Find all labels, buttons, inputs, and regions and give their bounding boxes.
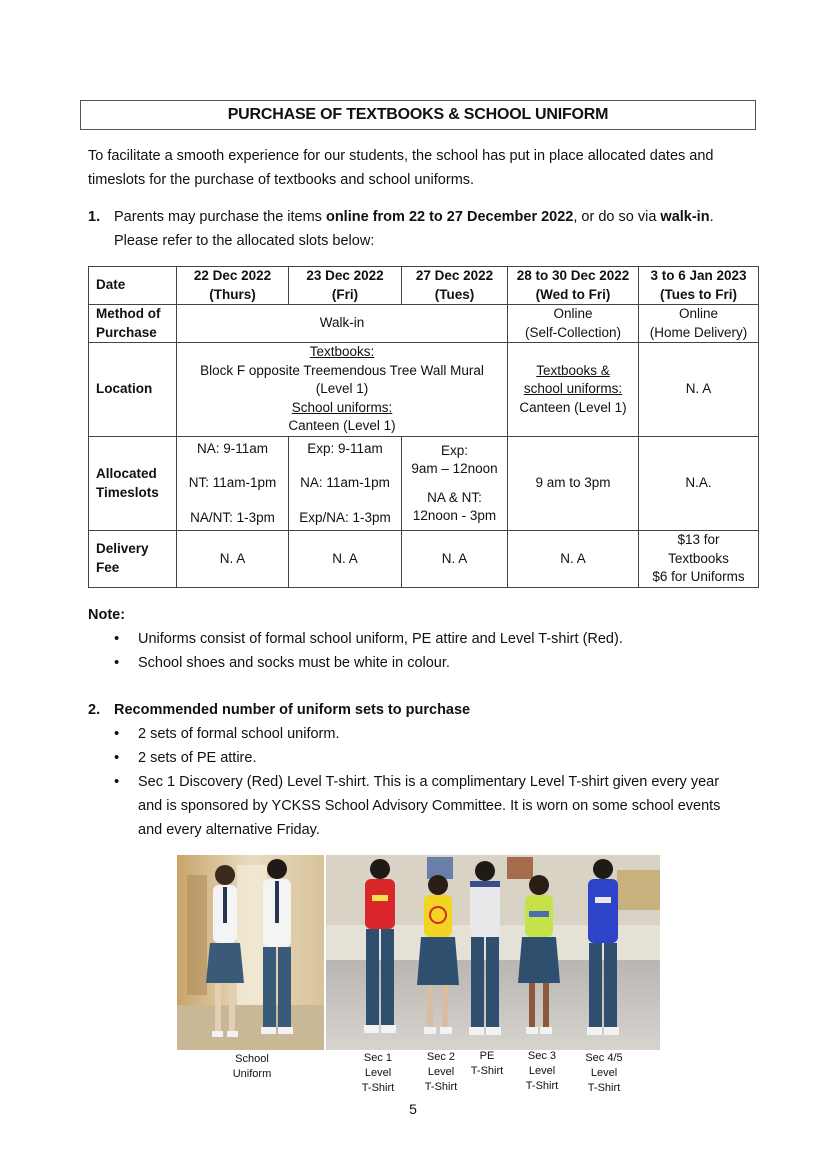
caption-school-uniform-line1: School <box>235 1053 269 1065</box>
location-uniforms-line1: Canteen (Level 1) <box>288 418 396 434</box>
caption-sec2-line2: Level <box>427 1066 455 1078</box>
location-self-collection <box>508 343 639 437</box>
timeslot-23-2: NA: 11am-1pm <box>300 475 390 491</box>
caption-sec1-line2: Level <box>364 1067 392 1079</box>
timeslots-27-dec <box>402 437 508 531</box>
delivery-3-6-jan <box>639 531 759 588</box>
delivery-23-dec: N. A <box>289 531 402 588</box>
caption-sec3-line1: Sec 3 <box>527 1050 557 1062</box>
item-2-title: Recommended number of uniform sets to purchase <box>114 702 471 718</box>
timeslots-3-6-jan: N.A. <box>639 437 759 531</box>
caption-sec45-line1: Sec 4/5 <box>585 1052 623 1064</box>
caption-sec2-line1: Sec 2 <box>426 1051 456 1063</box>
caption-sec45 <box>578 1051 630 1096</box>
timeslot-22-1: NA: 9-11am <box>196 440 269 456</box>
row-label-delivery <box>89 531 177 588</box>
header-22-dec-date: 22 Dec 2022 <box>193 268 272 283</box>
item-1-text-a: Parents may purchase the items <box>114 209 326 225</box>
timeslot-23-1: Exp: 9-11am <box>307 440 383 456</box>
table-row-location <box>89 343 759 437</box>
header-3-6-jan <box>639 267 759 305</box>
page-number: 5 <box>409 1101 417 1117</box>
item-1-walk-in: walk-in <box>660 209 710 225</box>
caption-sec1-line1: Sec 1 <box>363 1052 393 1064</box>
delivery-27-dec: N. A <box>402 531 508 588</box>
header-27-dec-date: 27 Dec 2022 <box>415 268 494 283</box>
row-label-method <box>89 305 177 343</box>
method-self-collection: (Self-Collection) <box>524 324 622 340</box>
header-28-30-dec <box>508 267 639 305</box>
method-walk-in: Walk-in <box>177 305 508 343</box>
caption-sec2-line3: T-Shirt <box>424 1081 458 1093</box>
caption-sec45-line3: T-Shirt <box>587 1082 621 1094</box>
delivery-fee-line2: Textbooks <box>668 550 729 566</box>
page-title: PURCHASE OF TEXTBOOKS & SCHOOL UNIFORM <box>80 100 756 130</box>
header-3-6-jan-day: (Tues to Fri) <box>660 286 737 302</box>
method-home-delivery: (Home Delivery) <box>649 324 748 340</box>
row-label-location: Location <box>89 343 177 437</box>
header-23-dec-date: 23 Dec 2022 <box>306 268 384 283</box>
list-item: • 2 sets of PE attire. <box>114 746 744 770</box>
caption-pe <box>465 1049 509 1079</box>
list-item: • Sec 1 Discovery (Red) Level T-shirt. This is a complimentary Level T-shirt given every year and is sponsored by YCKSS School Advisory Committee. It is worn on some school events and every alternative Friday. <box>114 770 744 842</box>
location-home-delivery: N. A <box>639 343 759 437</box>
row-label-timeslots-a: Allocated <box>96 466 157 481</box>
header-27-dec-day: (Tues) <box>434 286 475 302</box>
location-c4-canteen: Canteen (Level 1) <box>519 399 627 415</box>
row-label-timeslots <box>89 437 177 531</box>
caption-school-uniform <box>225 1052 279 1082</box>
timeslot-27-4: 12noon - 3pm <box>412 508 497 523</box>
timeslot-27-3: NA & NT: <box>427 489 482 505</box>
header-28-30-dec-date: 28 to 30 Dec 2022 <box>516 268 630 283</box>
location-c4-line1: Textbooks & <box>536 362 610 378</box>
item-2-heading <box>88 699 470 721</box>
uniform-sets-list <box>114 722 744 842</box>
row-label-method-a: Method of <box>96 306 161 321</box>
location-textbooks-line1: Block F opposite Treemendous Tree Wall Mural <box>200 362 484 378</box>
header-23-dec-day: (Fri) <box>331 286 359 302</box>
location-textbooks-line2: (Level 1) <box>315 381 369 397</box>
header-3-6-jan-date: 3 to 6 Jan 2023 <box>650 268 747 283</box>
row-label-delivery-b: Fee <box>96 559 120 575</box>
timeslots-28-30-dec: 9 am to 3pm <box>508 437 639 531</box>
header-date: Date <box>89 267 177 305</box>
header-28-30-dec-day: (Wed to Fri) <box>535 286 611 302</box>
table-row-method <box>89 305 759 343</box>
location-uniforms-heading: School uniforms: <box>291 399 393 415</box>
method-online-self-collection <box>508 305 639 343</box>
item-1-text <box>88 205 758 253</box>
timeslot-27-1: Exp: <box>440 442 468 458</box>
item-1-text-c: , or do so via <box>573 209 661 225</box>
header-22-dec-day: (Thurs) <box>209 286 256 302</box>
caption-sec3-line3: T-Shirt <box>525 1080 559 1092</box>
caption-sec3 <box>517 1049 567 1094</box>
location-c4-line2: school uniforms: <box>523 381 623 397</box>
item-2-number: 2. <box>88 702 101 718</box>
method-online-2: Online <box>678 306 719 321</box>
method-online-home-delivery <box>639 305 759 343</box>
header-23-dec <box>289 267 402 305</box>
delivery-fee-line3: $6 for Uniforms <box>652 569 745 584</box>
note-list <box>114 627 744 675</box>
note-heading: Note: <box>88 607 126 623</box>
row-label-delivery-a: Delivery <box>96 541 149 557</box>
item-1-number: 1. <box>88 209 101 225</box>
delivery-22-dec: N. A <box>177 531 289 588</box>
list-item: • School shoes and socks must be white in colour. <box>114 651 744 675</box>
row-label-timeslots-b: Timeslots <box>96 484 159 500</box>
caption-sec1-line3: T-Shirt <box>361 1082 395 1094</box>
timeslot-23-3: Exp/NA: 1-3pm <box>299 510 391 525</box>
caption-sec45-line2: Level <box>590 1067 618 1079</box>
caption-pe-line2: T-Shirt <box>470 1065 504 1077</box>
caption-pe-line1: PE <box>479 1050 495 1062</box>
timeslots-22-dec <box>177 437 289 531</box>
location-walk-in <box>177 343 508 437</box>
item-1 <box>88 205 758 253</box>
delivery-28-30-dec: N. A <box>508 531 639 588</box>
list-item: • 2 sets of formal school uniform. <box>114 722 744 746</box>
schedule-table <box>88 266 759 588</box>
uniform-photo-illustration <box>177 855 660 1050</box>
table-row-delivery <box>89 531 759 588</box>
item-1-online-dates: online from 22 to 27 December 2022 <box>325 209 574 225</box>
method-online-1: Online <box>553 306 593 321</box>
caption-sec1 <box>353 1051 403 1096</box>
caption-sec3-line2: Level <box>528 1065 556 1077</box>
caption-sec2 <box>416 1050 466 1095</box>
delivery-fee-line1: $13 for <box>677 532 720 547</box>
caption-school-uniform-line2: Uniform <box>232 1068 272 1080</box>
timeslot-22-2: NT: 11am-1pm <box>188 475 277 491</box>
intro-paragraph: To facilitate a smooth experience for our students, the school has put in place allocated dates and timeslots for the purchase of textbooks and school uniforms. <box>88 148 714 188</box>
timeslot-22-3: NA/NT: 1-3pm <box>190 510 275 525</box>
list-item: • Uniforms consist of formal school uniform, PE attire and Level T-shirt (Red). <box>114 627 744 651</box>
item-1-text-e: . Please refer to the allocated slots below: <box>114 209 714 249</box>
uniform-photo <box>177 855 660 1050</box>
timeslots-23-dec <box>289 437 402 531</box>
header-27-dec <box>402 267 508 305</box>
row-label-method-b: Purchase <box>96 324 157 340</box>
table-row-timeslots <box>89 437 759 531</box>
timeslot-27-2: 9am – 12noon <box>411 461 498 476</box>
header-22-dec <box>177 267 289 305</box>
table-header-row <box>89 267 759 305</box>
location-textbooks-heading: Textbooks: <box>309 344 375 360</box>
